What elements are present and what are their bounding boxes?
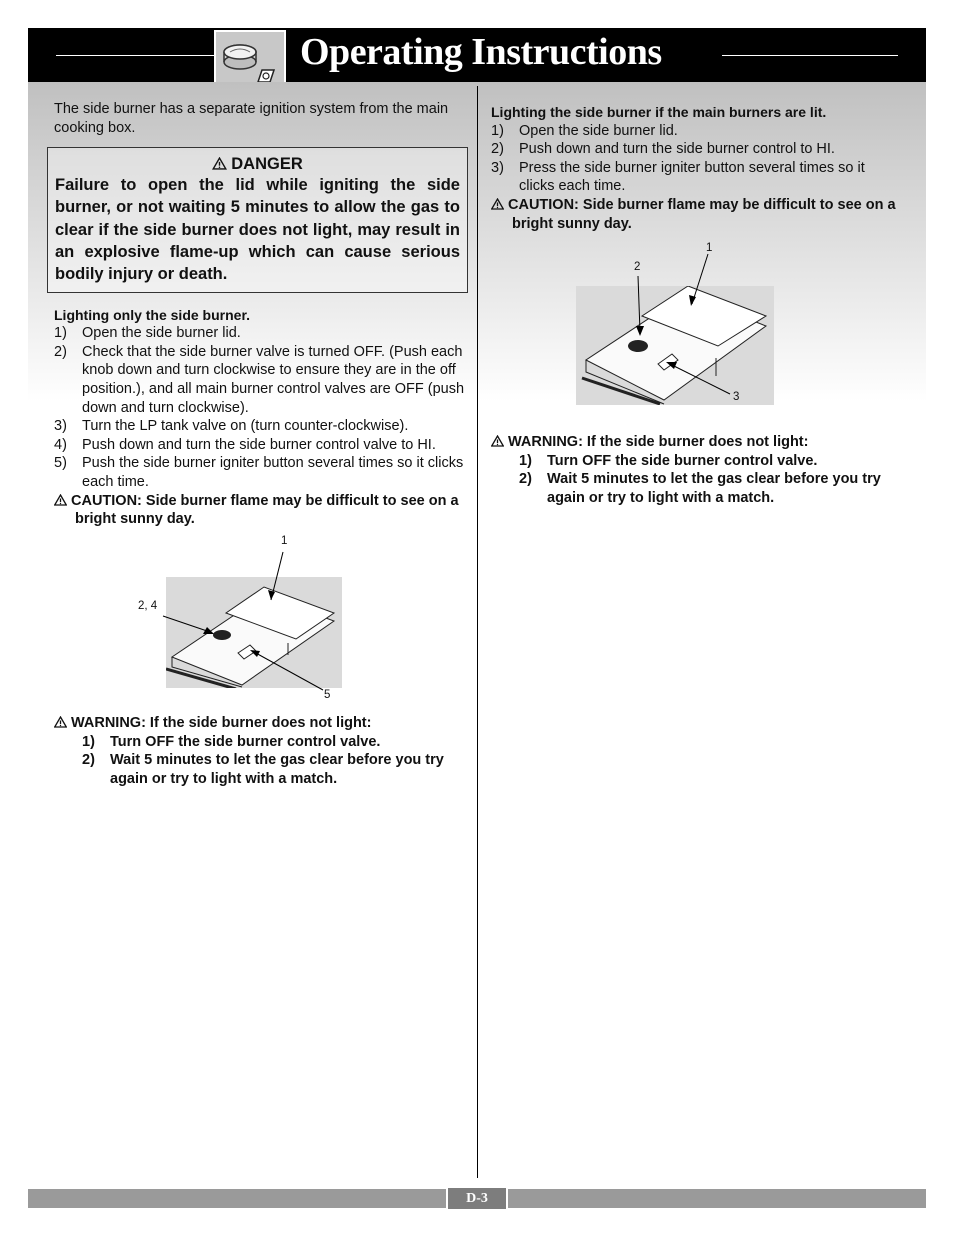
steps-main-lit (491, 122, 903, 196)
right-column (491, 103, 903, 233)
warning-title: WARNING: If the side burner does not light: (491, 433, 903, 452)
warning-box-left (54, 714, 468, 788)
caution-note: CAUTION: Side burner flame may be difficult to see on a bright sunny day. (491, 196, 903, 233)
warning-triangle-icon (212, 157, 227, 170)
list-item: 1) Open the side burner lid. (54, 325, 241, 342)
figure-label-igniter: 5 (324, 689, 331, 701)
list-item: 1) Turn OFF the side burner control valve. (519, 452, 818, 469)
caution-note: CAUTION: Side burner flame may be difficult to see on a bright sunny day. (54, 492, 468, 529)
warning-steps (82, 733, 468, 789)
section-title-side-only: Lighting only the side burner. (54, 306, 251, 323)
list-item: 3) Press the side burner igniter button several times so it clicks each time. (491, 159, 865, 195)
figure-label-lid: 1 (706, 242, 713, 254)
warning-triangle-icon (491, 198, 504, 210)
warning-triangle-icon (54, 716, 67, 728)
warning-triangle-icon (491, 435, 504, 447)
intro-text: The side burner has a separate ignition system from the main cooking box. (54, 101, 449, 136)
list-item: 2) Wait 5 minutes to let the gas clear before you try again or try to light with a match. (519, 471, 881, 506)
figure-label-knob: 2 (634, 261, 641, 273)
left-column (54, 100, 468, 529)
list-item: 1) Open the side burner lid. (491, 122, 678, 139)
header-rule-left (56, 55, 214, 56)
list-item: 2) Check that the side burner valve is turned OFF. (Push each knob down and turn clockwise to ensure they are in the off position.), and all main burner control valves are OFF (push down and turn clockwise). (54, 343, 465, 416)
section-title-main-lit: Lighting the side burner if the main burners are lit. (491, 104, 827, 120)
burner-knob-icon (214, 30, 286, 90)
figure-label-igniter: 3 (733, 391, 740, 403)
danger-box (47, 147, 468, 292)
warning-triangle-icon (54, 494, 67, 506)
list-item: 2) Wait 5 minutes to let the gas clear before you try again or try to light with a match. (82, 752, 444, 787)
figure-callouts-right (600, 240, 760, 410)
figure-label-lid: 1 (281, 535, 288, 547)
header-rule-right (722, 55, 898, 56)
danger-title: DANGER (55, 154, 460, 174)
figure-label-knob: 2, 4 (138, 600, 158, 612)
danger-text: Failure to open the lid while igniting the side burner, or not waiting 5 minutes to allow the gas to clear if the side burner does not light, may result in an explosive flame-up which can cause serious bodily injury or death. (55, 176, 460, 284)
warning-box-right (491, 433, 903, 507)
page-number: D-3 (446, 1188, 508, 1209)
list-item: 2) Push down and turn the side burner control to HI. (491, 141, 835, 158)
list-item: 5) Push the side burner igniter button several times so it clicks each time. (54, 455, 464, 491)
steps-side-only (54, 324, 468, 491)
column-divider (477, 86, 478, 1178)
list-item: 4) Push down and turn the side burner control valve to HI. (54, 436, 436, 453)
figure-callouts (130, 530, 350, 710)
warning-title: WARNING: If the side burner does not light: (54, 714, 468, 733)
list-item: 1) Turn OFF the side burner control valve. (82, 733, 381, 750)
list-item: 3) Turn the LP tank valve on (turn counter-clockwise). (54, 418, 409, 435)
page-header (28, 28, 926, 82)
warning-steps (519, 452, 903, 508)
page-title: Operating Instructions (300, 31, 662, 73)
